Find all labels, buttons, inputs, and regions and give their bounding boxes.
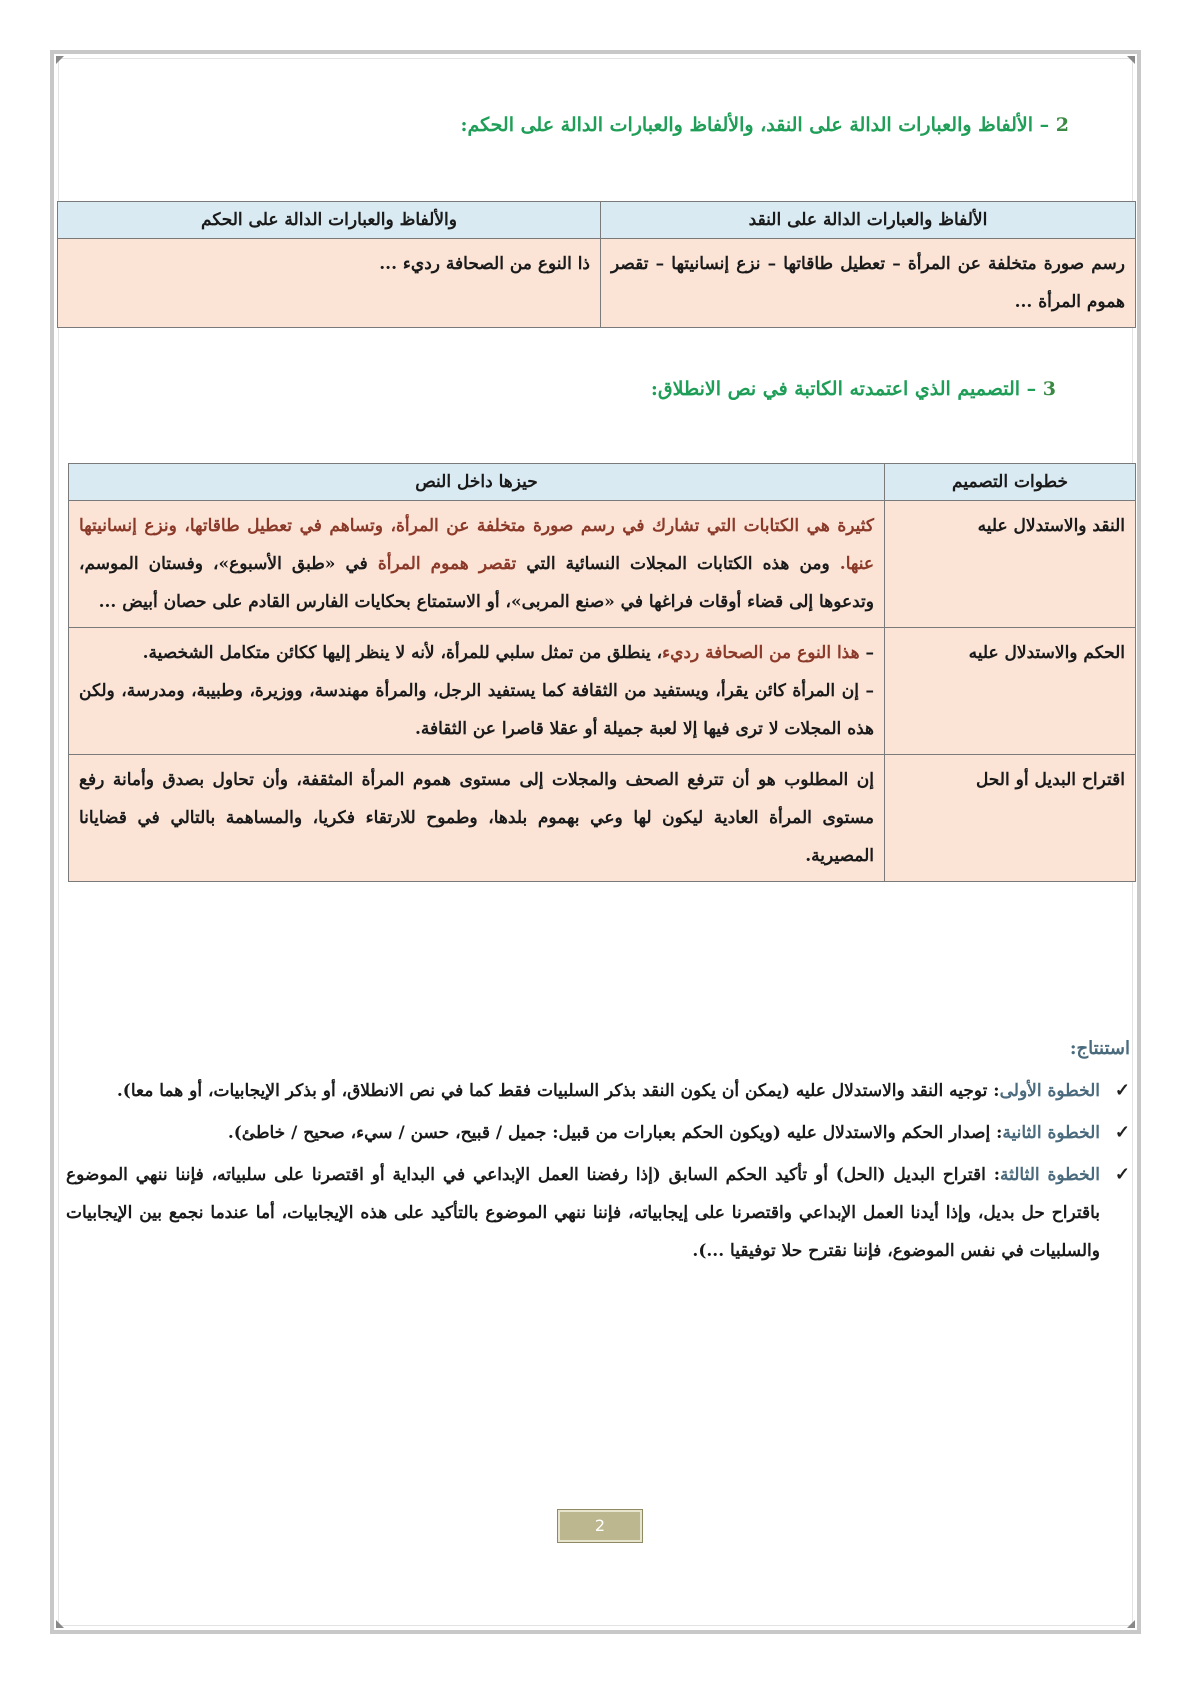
step-text: : اقتراح البديل (الحل) أو تأكيد الحكم السابق (إذا رفضنا العمل الإبداعي في البداية أو اقتصرنا على سلبياته، فإننا ننهي الموضوع باقتراح حل بديل، وإذا أيدنا العمل الإبداعي واقتصرنا على إيجابياته، فإننا ننهي الموضوع بالتأكيد على هذه الإيجابيات، أما عندما نجمع بين الإيجابيات والسلبيات في نفس الموضوع، فإننا نقترح حلا توفيقيا ...). [66, 1165, 1100, 1261]
section-3-title: – التصميم الذي اعتمدته الكاتبة في نص الانطلاق: [650, 378, 1043, 400]
conclusion-title: استنتاج: [1069, 1038, 1130, 1059]
section-2-title: – الألفاظ والعبارات الدالة على النقد، والألفاظ والعبارات الدالة على الحكم: [460, 114, 1056, 136]
step-text: : توجيه النقد والاستدلال عليه (يمكن أن يكون النقد بذكر السلبيات فقط كما في نص الانطلاق، أو بذكر الإيجابيات، أو هما معا). [116, 1081, 1000, 1101]
section-3-number: 3 [1042, 378, 1056, 400]
text-cell [69, 501, 885, 628]
table-row [69, 755, 1136, 882]
step-text: : إصدار الحكم والاستدلال عليه (ويكون الحكم بعبارات من قبيل: جميل / قبيح، حسن / سيء، صحيح / خاطئ). [227, 1123, 1003, 1143]
step-cell: النقد والاستدلال عليه [885, 501, 1136, 628]
table-row [58, 239, 1136, 328]
step-cell: اقتراح البديل أو الحل [885, 755, 1136, 882]
page-number: 2 [557, 1509, 643, 1543]
table-cell: ذا النوع من الصحافة رديء ... [58, 239, 601, 328]
section-2-number: 2 [1055, 114, 1069, 136]
highlighted-text: تقصر هموم المرأة [377, 554, 517, 574]
criticism-judgment-table [57, 201, 1136, 328]
table-header-row [58, 202, 1136, 239]
section-3-heading [651, 378, 1056, 400]
paragraph [79, 634, 874, 672]
corner-ornament [1127, 56, 1135, 64]
corner-ornament [56, 56, 64, 64]
step-label: الخطوة الثانية [1002, 1123, 1100, 1143]
dash: – [859, 643, 874, 663]
plain-text: ، ينطلق من تمثل سلبي للمرأة، لأنه لا ينظر إليها ككائن متكامل الشخصية. [142, 643, 663, 663]
corner-ornament [56, 1620, 64, 1628]
text-cell [69, 628, 885, 755]
table-cell: رسم صورة متخلفة عن المرأة – تعطيل طاقاتها – نزع إنسانيتها – تقصر هموم المرأة ... [601, 239, 1136, 328]
plain-text: في «طبق الأسبوع»، وفستان الموسم، وتدعوها إلى قضاء أوقات فراغها في «صنع المربى»، أو الاستمتاع بحكايات الفارس القادم على حصان أبيض ... [79, 554, 874, 612]
paragraph: – إن المرأة كائن يقرأ، ويستفيد من الثقافة كما يستفيد الرجل، والمرأة مهندسة، ووزيرة، وطبيبة، ومدرسة، ولكن هذه المجلات لا ترى فيها إلا لعبة جميلة أو عقلا قاصرا عن الثقافة. [79, 681, 874, 739]
highlighted-text: كثيرة هي الكتابات التي تشارك في رسم صورة متخلفة عن المرأة، وتساهم في تعطيل طاقاتها، ونزع إنسانيتها عنها. [79, 516, 874, 574]
step-cell: الحكم والاستدلال عليه [885, 628, 1136, 755]
highlighted-text: هذا النوع من الصحافة رديء [662, 643, 860, 663]
check-icon: ✓ [1114, 1080, 1130, 1101]
list-item [66, 1156, 1130, 1270]
plain-text: ومن هذه الكتابات المجلات النسائية التي [516, 554, 840, 574]
list-item [66, 1114, 1130, 1152]
conclusion-list [66, 1072, 1130, 1274]
text-cell: إن المطلوب هو أن تترفع الصحف والمجلات إلى مستوى هموم المرأة المثقفة، وأن تحاول بصدق وأمانة رفع مستوى المرأة العادية ليكون لها وعي بهموم بلدها، وطموح للارتقاء فكريا، والمساهمة بالتالي في قضايانا المصيرية. [69, 755, 885, 882]
list-item [66, 1072, 1130, 1110]
check-icon: ✓ [1114, 1164, 1130, 1185]
table-row [69, 628, 1136, 755]
table-row [69, 501, 1136, 628]
table-header-cell: الألفاظ والعبارات الدالة على النقد [601, 202, 1136, 239]
table-header-cell: حيزها داخل النص [69, 464, 885, 501]
check-icon: ✓ [1114, 1122, 1130, 1143]
step-label: الخطوة الثالثة [1000, 1165, 1100, 1185]
design-steps-table [68, 463, 1136, 882]
table-header-row [69, 464, 1136, 501]
table-header-cell: والألفاظ والعبارات الدالة على الحكم [58, 202, 601, 239]
step-label: الخطوة الأولى [999, 1081, 1100, 1101]
corner-ornament [1127, 1620, 1135, 1628]
table-header-cell: خطوات التصميم [885, 464, 1136, 501]
section-2-heading [461, 114, 1070, 136]
